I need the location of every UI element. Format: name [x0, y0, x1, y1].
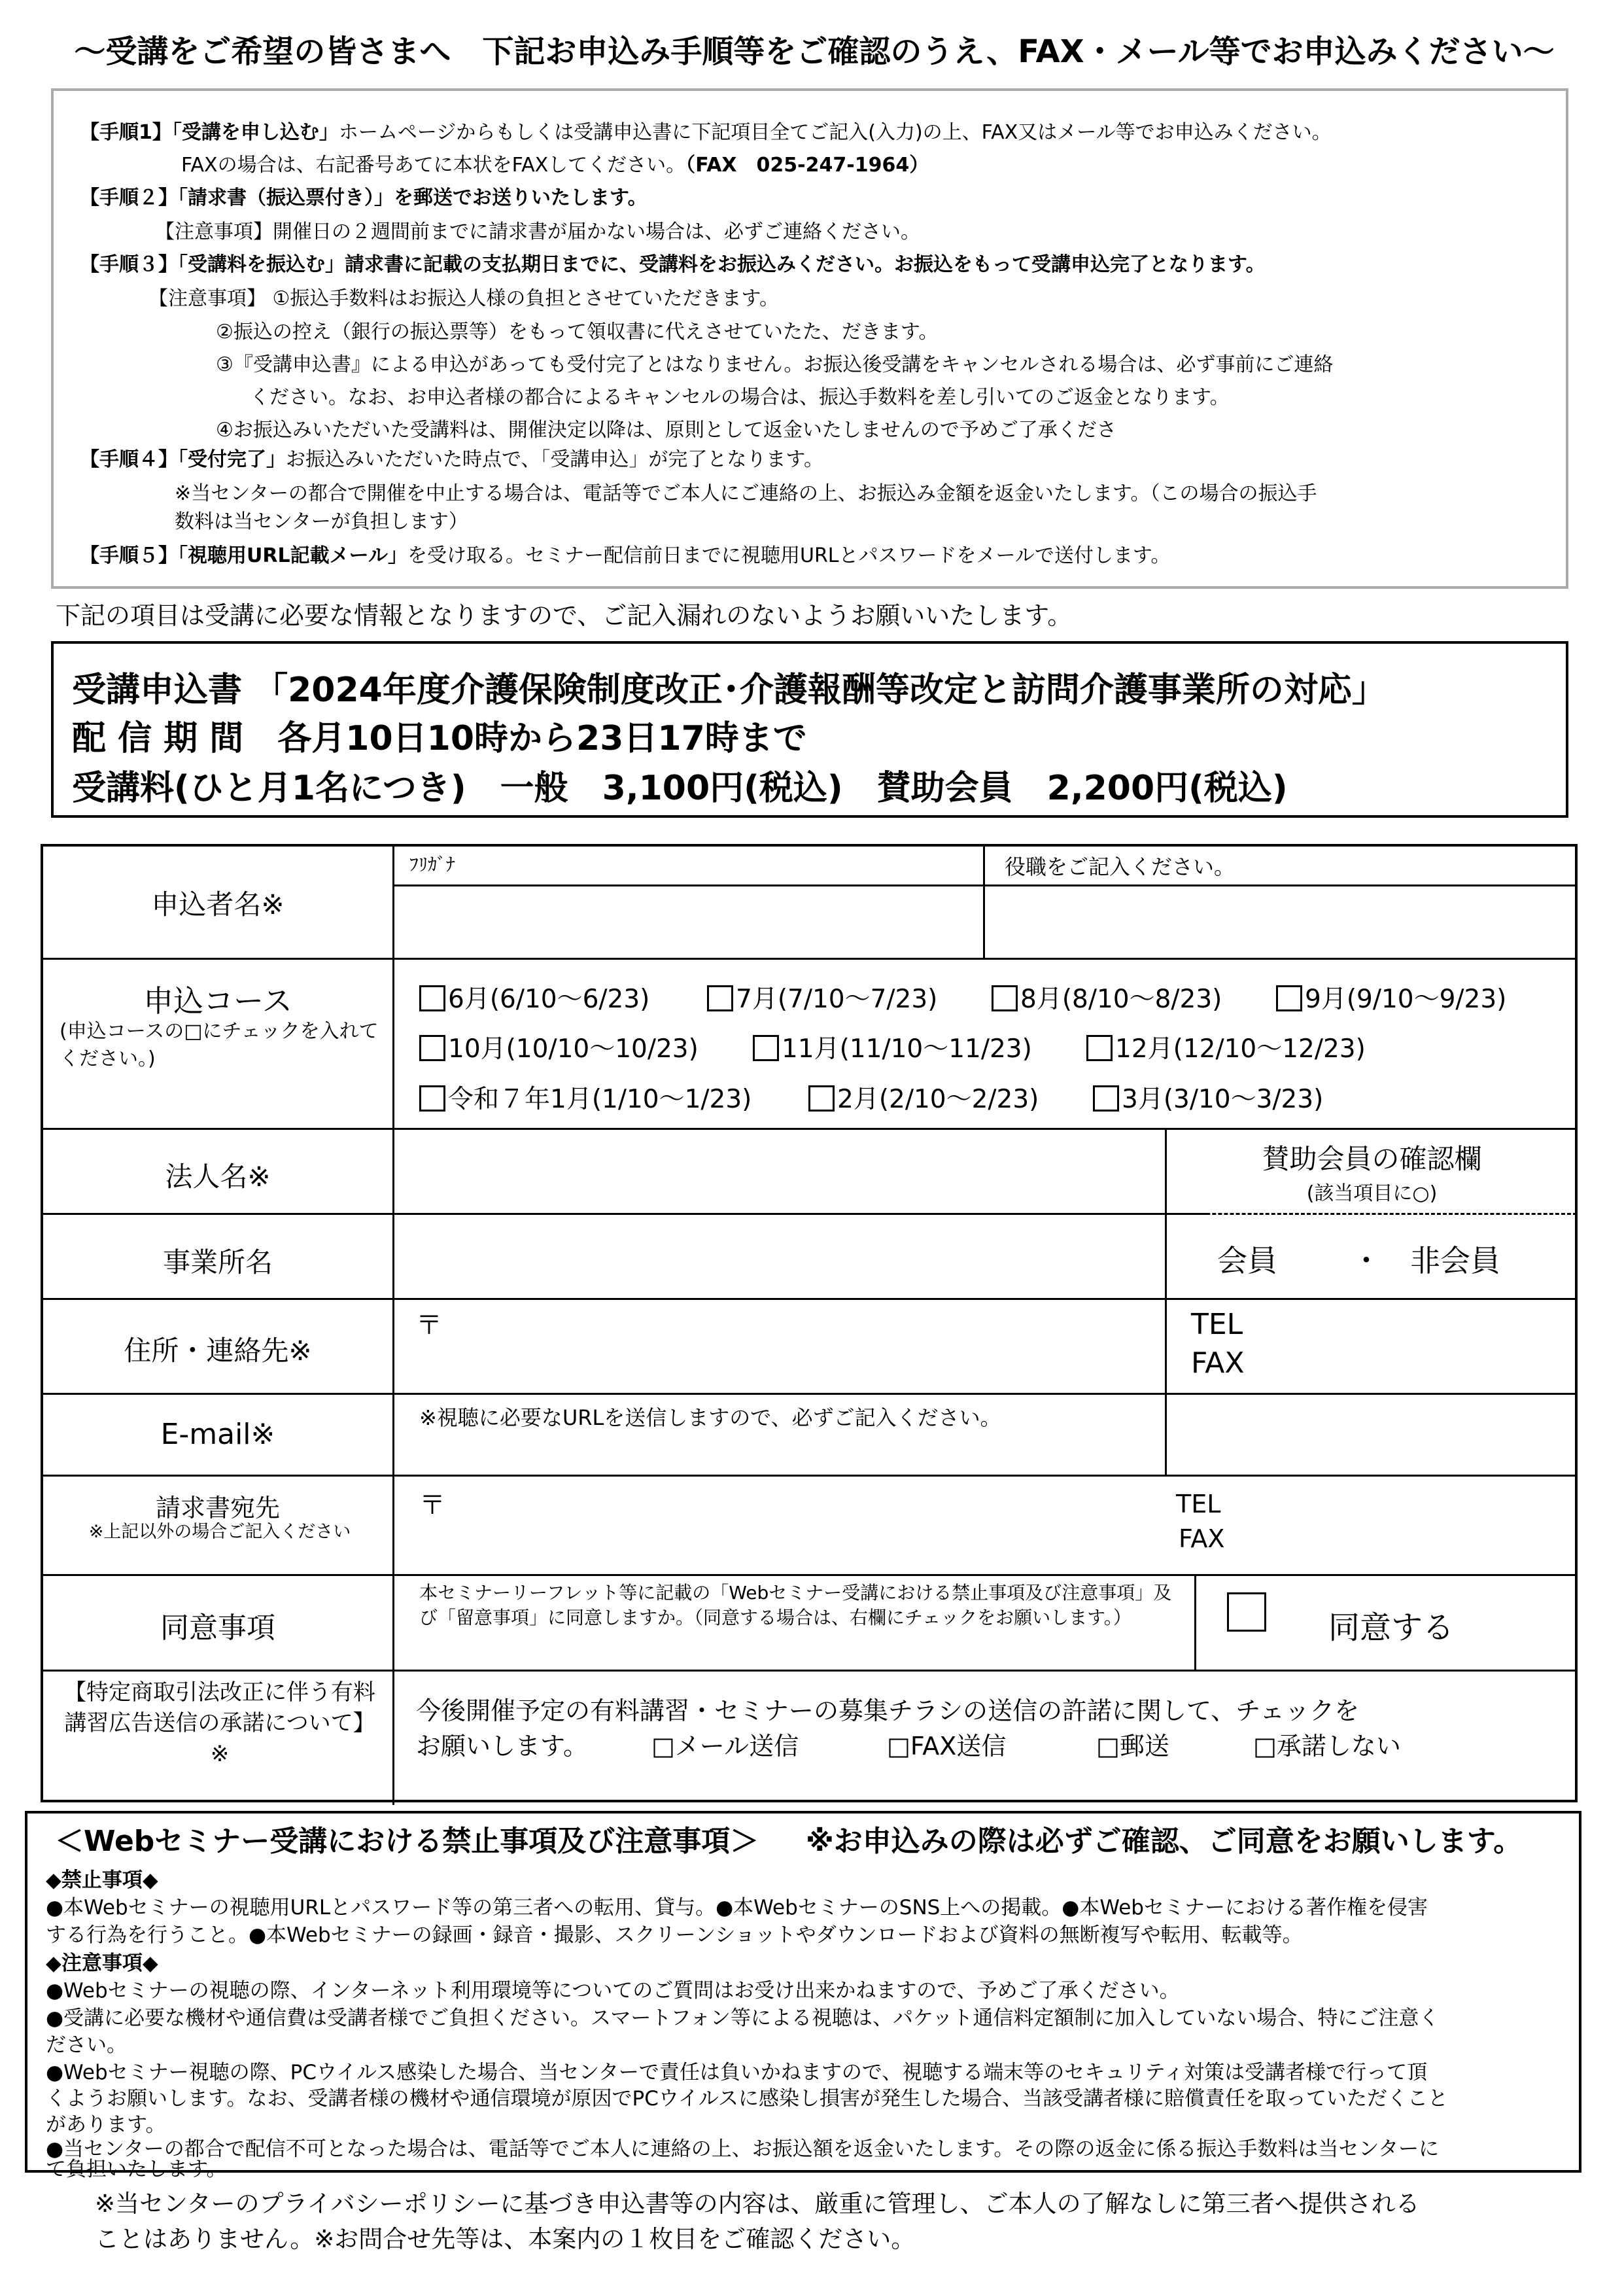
office-name-field[interactable] [396, 1217, 1162, 1295]
caution-item: くようお願いします。なお、受講者様の機材や通信環境が原因でPCウイルスに感染し損害が発生した場合、当該受講者様に賠償責任を取っていただくこと [46, 2087, 1448, 2111]
course-option-sep[interactable]: 9月(9/10～9/23) [1276, 979, 1506, 1015]
caution-item: ●Webセミナー視聴の際、PCウイルス感染した場合、当センターで責任は負いかねますので、視聴する端末等のセキュリティ対策は受講者様で行って頂 [46, 2061, 1428, 2084]
required-info-notice: 下記の項目は受講に必要な情報となりますので、ご記入漏れのないようお願いいたします。 [56, 601, 1073, 630]
tel-label: TEL [1191, 1308, 1243, 1341]
checkbox[interactable] [419, 985, 445, 1011]
consent-agree-label: 同意する [1328, 1609, 1455, 1646]
application-form [41, 844, 1578, 1802]
checkbox[interactable] [1086, 1035, 1113, 1061]
checkbox[interactable] [1093, 1085, 1119, 1112]
step-3: 【手順３】「受講料を振込む」請求書に記載の支払期日までに、受講料をお振込みください。お振込をもって受講申込完了となります。 [80, 253, 1266, 276]
caution-item: ●Webセミナーの視聴の際、インターネット利用環境等についてのご質問はお受け出来かねますので、予めご了承ください。 [46, 1979, 1180, 2003]
postal-mark: 〒 [416, 1310, 442, 1340]
course-option-feb[interactable]: 2月(2/10～2/23) [808, 1079, 1039, 1115]
course-option-nov[interactable]: 11月(11/10～11/23) [753, 1028, 1032, 1065]
invoice-address-field[interactable] [396, 1520, 1149, 1569]
member-check-sub: (該当項目に○) [1306, 1182, 1438, 1205]
page-title: ～受講をご希望の皆さまへ 下記お申込み手順等をご確認のうえ、FAX・メール等でお申込みください～ [74, 33, 1555, 70]
office-label: 事業所名 [162, 1246, 273, 1278]
consent-divider [1194, 1574, 1196, 1670]
privacy-footer: ※当センターのプライバシーポリシーに基づき申込書等の内容は、厳重に管理し、ご本人の了解なしに第三者へ提供される [95, 2190, 1420, 2218]
course-option-jul[interactable]: 7月(7/10～7/23) [707, 979, 937, 1015]
law-option-post[interactable]: □郵送 [1096, 1732, 1169, 1761]
step-2: 【手順２】「請求書（振込票付き）」を郵送でお送りいたします。 [80, 186, 648, 209]
corp-name-field[interactable] [396, 1132, 1162, 1210]
invoice-postal-mark: 〒 [419, 1490, 445, 1520]
row-divider [43, 1213, 1207, 1215]
course-hint: (申込コースの□にチェックを入れてください。) [60, 1020, 379, 1070]
member-check-title: 賛助会員の確認欄 [1262, 1143, 1482, 1175]
law-text: 今後開催予定の有料講習・セミナーの募集チラシの送信の許諾に関して、チェックを [416, 1696, 1360, 1725]
fax-label: FAX [1191, 1346, 1245, 1380]
row-divider [43, 1574, 1577, 1576]
checkbox[interactable] [419, 1035, 445, 1061]
course-label: 申込コース [143, 983, 292, 1019]
web-seminar-rules-box [25, 1811, 1581, 2181]
applicant-name-field[interactable] [396, 888, 978, 954]
checkbox[interactable] [753, 1035, 779, 1061]
invoice-hint: ※上記以外の場合ご記入ください [88, 1522, 351, 1542]
non-member-option[interactable]: 非会員 [1410, 1243, 1500, 1278]
label-column-divider [392, 847, 394, 1805]
position-divider [983, 847, 985, 958]
law-option-fax[interactable]: □FAX送信 [887, 1732, 1007, 1761]
rules-title: ＜Webセミナー受講における禁止事項及び注意事項＞ [55, 1825, 759, 1858]
caution-item: ●当センターの都合で配信不可となった場合は、電話等でご本人に連絡の上、お振込額を返金いたします。その際の返金に係る振込手数料は当センターに [46, 2137, 1440, 2161]
invoice-fax-label: FAX [1179, 1524, 1225, 1553]
row-divider [43, 1393, 1577, 1395]
course-option-mar[interactable]: 3月(3/10～3/23) [1093, 1079, 1323, 1115]
checkbox[interactable] [1276, 985, 1302, 1011]
application-steps-box [51, 88, 1568, 589]
position-hint: 役職をご記入ください。 [1005, 854, 1235, 879]
law-option-email[interactable]: □メール送信 [651, 1732, 799, 1761]
checkbox[interactable] [707, 985, 733, 1011]
course-option-aug[interactable]: 8月(8/10～8/23) [992, 979, 1222, 1015]
member-option[interactable]: 会員 [1217, 1243, 1277, 1278]
invoice-tel-label: TEL [1176, 1490, 1221, 1518]
consent-label: 同意事項 [160, 1611, 275, 1645]
prohibited-heading: ◆禁止事項◆ [46, 1868, 158, 1892]
email-field[interactable] [396, 1432, 1574, 1471]
course-option-jan[interactable]: 令和７年1月(1/10～1/23) [419, 1079, 752, 1115]
step-4-note: ※当センターの都合で開催を中止する場合は、電話等でご本人にご連絡の上、お振込み金額を返金いたします。（この場合の振込手 [175, 482, 1317, 505]
caution-item: ●受講に必要な機材や通信費は受講者様でご負担ください。スマートフォン等による視聴は、パケット通信料定額制に加入していない場合、特にご注意く [46, 2006, 1440, 2030]
member-separator: ・ [1351, 1243, 1381, 1278]
row-divider [43, 1128, 1577, 1130]
email-label: E-mail※ [160, 1418, 275, 1451]
law-option-decline[interactable]: □承諾しない [1253, 1732, 1401, 1761]
consent-checkbox[interactable] [1227, 1592, 1266, 1632]
prohibited-item: する行為を行うこと。●本Webセミナーの録画・録音・撮影、スクリーンショットやダウンロードおよび資料の無断複写や転用、転載等。 [46, 1923, 1303, 1947]
step-2-note: 【注意事項】開催日の２週間前までに請求書が届かない場合は、必ずご連絡ください。 [155, 220, 920, 243]
caution-heading: ◆注意事項◆ [46, 1952, 158, 1975]
member-dashed-divider [1165, 1213, 1577, 1215]
step-1: 【手順1】「受講を申し込む」ホームページからもしくは受講申込書に下記項目全てご記入(入力)の上、FAX又はメール等でお申込みください。 [80, 121, 1332, 144]
course-option-dec[interactable]: 12月(12/10～12/23) [1086, 1028, 1366, 1065]
law-text-2: お願いします。 [416, 1732, 588, 1761]
caution-item: があります。 [46, 2113, 166, 2137]
corp-label: 法人名※ [165, 1161, 271, 1193]
checkbox[interactable] [992, 985, 1018, 1011]
course-option-oct[interactable]: 10月(10/10～10/23) [419, 1028, 699, 1065]
step-4-note-b: 数料は当センターが負担します） [175, 510, 468, 533]
consent-text: 本セミナーリーフレット等に記載の「Webセミナー受講における禁止事項及び注意事項」及び「留意事項」に同意しますか。（同意する場合は、右欄にチェックをお願いします。） [419, 1582, 1172, 1628]
step-3-note-3: ③『受講申込書』による申込があっても受付完了とはなりません。お振込後受講をキャンセルされる場合は、必ず事前にご連絡 [216, 353, 1334, 376]
law-label: 【特定商取引法改正に伴う有料講習広告送信の承諾について】※ [64, 1679, 375, 1767]
rules-title-note: ※お申込みの際は必ずご確認、ご同意をお願いします。 [806, 1825, 1523, 1858]
step-4: 【手順４】「受付完了」お振込みいただいた時点で、「受講申込」が完了となります。 [80, 448, 823, 471]
invoice-label: 請求書宛先 [155, 1494, 280, 1522]
delivery-period: 配 信 期 間 各月10日10時から23日17時まで [72, 719, 807, 758]
step-3-note-2: ②振込の控え（銀行の振込票等）をもって領収書に代えさせていたた、だきます。 [216, 321, 939, 343]
caution-item: ださい。 [46, 2033, 127, 2057]
course-fee: 受講料(ひと月1名につき) 一般 3,100円(税込) 賛助会員 2,200円(税込) [72, 769, 1288, 808]
address-field[interactable] [396, 1337, 1162, 1390]
applicant-label: 申込者名※ [151, 888, 285, 920]
step-3-note-4: ④お振込みいただいた受講料は、開催決定以降は、原則として返金いたしませんので予めご了承くださ [216, 419, 1116, 442]
row-divider [43, 1670, 1577, 1672]
step-3-note-1: 【注意事項】 ①振込手数料はお振込人様の負担とさせていただきます。 [148, 287, 780, 310]
checkbox[interactable] [808, 1085, 835, 1112]
step-3-note-3b: ください。なお、お申込者様の都合によるキャンセルの場合は、振込手数料を差し引いてのご返金となります。 [250, 386, 1230, 409]
step-1-fax: FAXの場合は、右記番号あてに本状をFAXしてください。（FAX 025-247-1964） [181, 154, 929, 177]
checkbox[interactable] [419, 1085, 445, 1112]
course-title-box [51, 641, 1568, 818]
position-field[interactable] [987, 888, 1572, 954]
furigana-label: ﾌﾘｶﾞﾅ [409, 854, 456, 875]
address-label: 住所・連絡先※ [124, 1335, 312, 1367]
course-option-jun[interactable]: 6月(6/10～6/23) [419, 979, 649, 1015]
row-divider [43, 958, 1577, 960]
course-title: 受講申込書 「2024年度介護保険制度改正･介護報酬等改定と訪問介護事業所の対応」 [72, 671, 1386, 710]
row-divider [43, 1475, 1577, 1477]
email-hint: ※視聴に必要なURLを送信しますので、必ずご記入ください。 [419, 1405, 1001, 1430]
row-divider [43, 1298, 1577, 1300]
step-5: 【手順５】「視聴用URL記載メール」を受け取る。セミナー配信前日までに視聴用URLとパスワードをメールで送付します。 [80, 544, 1171, 567]
privacy-footer-2: ことはありません。※お問合せ先等は、本案内の１枚目をご確認ください。 [95, 2225, 916, 2253]
caution-item: て負担いたします。 [46, 2158, 227, 2181]
prohibited-item: ●本Webセミナーの視聴用URLとパスワード等の第三者への転用、貸与。●本WebセミナーのSNS上への掲載。●本Webセミナーにおける著作権を侵害 [46, 1896, 1428, 1919]
